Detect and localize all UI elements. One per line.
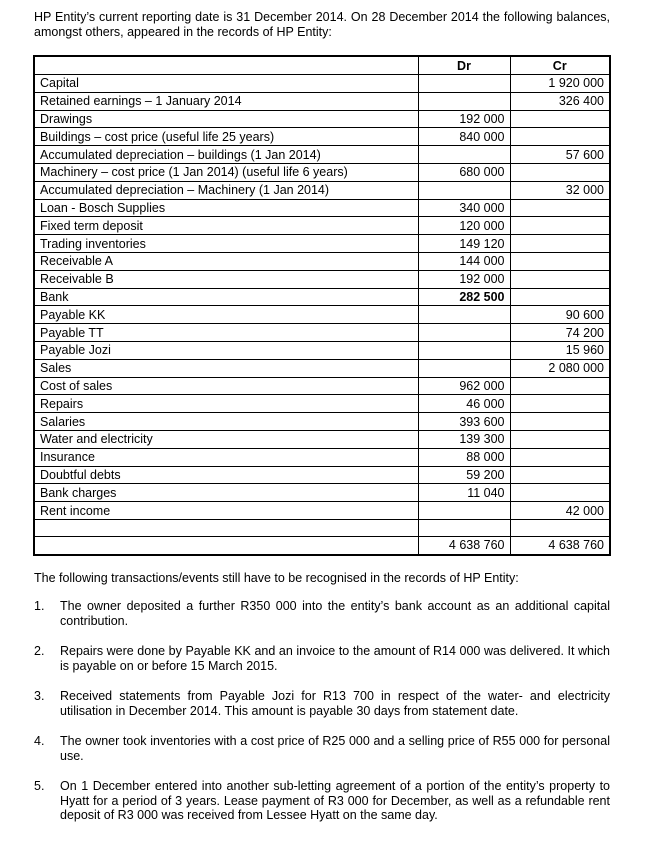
- row-dr: 88 000: [418, 448, 510, 466]
- row-cr: [510, 288, 610, 306]
- table-row: [34, 252, 610, 270]
- row-label: Trading inventories: [34, 235, 418, 253]
- total-dr: 4 638 760: [418, 536, 510, 554]
- item-text: The owner took inventories with a cost price of R25 000 and a selling price of R55 000 for personal use.: [60, 734, 610, 763]
- row-cr: [510, 252, 610, 270]
- row-label: Sales: [34, 359, 418, 377]
- table-row: [34, 395, 610, 413]
- table-row: [34, 413, 610, 431]
- table-row: [34, 146, 610, 164]
- row-cr: 32 000: [510, 181, 610, 199]
- row-dr: 120 000: [418, 217, 510, 235]
- item-number: 5.: [34, 779, 45, 793]
- row-dr: 282 500: [418, 288, 510, 306]
- row-cr: [510, 466, 610, 484]
- row-label: Accumulated depreciation – Machinery (1 Jan 2014): [34, 181, 418, 199]
- row-label: Payable Jozi: [34, 341, 418, 359]
- table-row: [34, 430, 610, 448]
- table-row: [34, 484, 610, 502]
- row-dr: 340 000: [418, 199, 510, 217]
- row-cr: 2 080 000: [510, 359, 610, 377]
- row-label: Bank: [34, 288, 418, 306]
- row-cr: [510, 128, 610, 146]
- row-dr: [418, 359, 510, 377]
- row-label: Payable TT: [34, 324, 418, 342]
- table-row: [34, 270, 610, 288]
- row-label: Fixed term deposit: [34, 217, 418, 235]
- row-cr: [510, 377, 610, 395]
- transactions-lead: The following transactions/events still have to be recognised in the records of HP Entity:: [34, 571, 519, 585]
- row-dr: 962 000: [418, 377, 510, 395]
- item-number: 1.: [34, 599, 45, 613]
- row-label: Receivable B: [34, 270, 418, 288]
- row-label: Bank charges: [34, 484, 418, 502]
- item-number: 4.: [34, 734, 45, 748]
- table-row: [34, 502, 610, 520]
- row-dr: [418, 92, 510, 110]
- empty-cell: [34, 519, 418, 536]
- item-text: Repairs were done by Payable KK and an invoice to the amount of R14 000 was delivered. It which is payable on or before 15 March 2015.: [60, 644, 610, 673]
- row-dr: [418, 75, 510, 93]
- totals-row: [34, 536, 610, 554]
- table-row: [34, 341, 610, 359]
- table-row: [34, 75, 610, 93]
- row-dr: 393 600: [418, 413, 510, 431]
- row-dr: 59 200: [418, 466, 510, 484]
- row-dr: [418, 502, 510, 520]
- row-cr: [510, 430, 610, 448]
- table-row: [34, 181, 610, 199]
- empty-row: [34, 519, 610, 536]
- row-label: Salaries: [34, 413, 418, 431]
- row-cr: [510, 199, 610, 217]
- row-label: Rent income: [34, 502, 418, 520]
- table-header-row: [34, 56, 610, 75]
- table-row: [34, 110, 610, 128]
- row-label: Capital: [34, 75, 418, 93]
- total-cr: 4 638 760: [510, 536, 610, 554]
- row-label: Loan - Bosch Supplies: [34, 199, 418, 217]
- row-label: Insurance: [34, 448, 418, 466]
- list-item: [34, 734, 610, 763]
- dr-header: Dr: [418, 56, 510, 75]
- cr-header: Cr: [510, 56, 610, 75]
- row-label: Water and electricity: [34, 430, 418, 448]
- row-cr: 42 000: [510, 502, 610, 520]
- item-text: The owner deposited a further R350 000 into the entity’s bank account as an additional capital contribution.: [60, 599, 610, 628]
- row-label: Retained earnings – 1 January 2014: [34, 92, 418, 110]
- row-dr: 144 000: [418, 252, 510, 270]
- row-dr: [418, 324, 510, 342]
- table-row: [34, 466, 610, 484]
- table-row: [34, 217, 610, 235]
- list-item: [34, 779, 610, 823]
- list-item: [34, 689, 610, 718]
- table-row: [34, 163, 610, 181]
- table-row: [34, 288, 610, 306]
- table-row: [34, 92, 610, 110]
- row-cr: [510, 235, 610, 253]
- row-cr: 57 600: [510, 146, 610, 164]
- table-row: [34, 377, 610, 395]
- row-label: Machinery – cost price (1 Jan 2014) (useful life 6 years): [34, 163, 418, 181]
- row-cr: [510, 163, 610, 181]
- item-number: 3.: [34, 689, 45, 703]
- row-label: Accumulated depreciation – buildings (1 Jan 2014): [34, 146, 418, 164]
- row-dr: 840 000: [418, 128, 510, 146]
- row-cr: [510, 110, 610, 128]
- row-cr: [510, 448, 610, 466]
- row-label: Payable KK: [34, 306, 418, 324]
- row-cr: [510, 395, 610, 413]
- item-text: Received statements from Payable Jozi for R13 700 in respect of the water- and electricity utilisation in December 2014. This amount is payable 30 days from statement date.: [60, 689, 610, 718]
- row-dr: 192 000: [418, 270, 510, 288]
- row-label: Repairs: [34, 395, 418, 413]
- row-dr: 139 300: [418, 430, 510, 448]
- table-row: [34, 359, 610, 377]
- description-header: [34, 56, 418, 75]
- row-dr: 46 000: [418, 395, 510, 413]
- table-row: [34, 306, 610, 324]
- row-dr: 192 000: [418, 110, 510, 128]
- row-dr: [418, 306, 510, 324]
- item-text: On 1 December entered into another sub-letting agreement of a portion of the entity’s property to Hyatt for a period of 3 years. Lease payment of R3 000 for December, as well as a refundable rent deposit of R3 000 was received from Lessee Hyatt on the same day.: [60, 779, 610, 822]
- list-item: [34, 599, 610, 628]
- row-cr: 74 200: [510, 324, 610, 342]
- row-cr: [510, 413, 610, 431]
- row-cr: [510, 484, 610, 502]
- row-cr: 90 600: [510, 306, 610, 324]
- empty-cell: [418, 519, 510, 536]
- intro-paragraph: HP Entity’s current reporting date is 31 December 2014. On 28 December 2014 the following balances, amongst others, appeared in the records of HP Entity:: [34, 10, 610, 39]
- row-label: Drawings: [34, 110, 418, 128]
- item-number: 2.: [34, 644, 45, 658]
- row-label: Receivable A: [34, 252, 418, 270]
- table-row: [34, 235, 610, 253]
- transactions-list: [34, 599, 610, 823]
- row-dr: 149 120: [418, 235, 510, 253]
- row-cr: [510, 270, 610, 288]
- row-label: Doubtful debts: [34, 466, 418, 484]
- row-dr: 11 040: [418, 484, 510, 502]
- row-label: Cost of sales: [34, 377, 418, 395]
- empty-cell: [510, 519, 610, 536]
- row-dr: 680 000: [418, 163, 510, 181]
- row-dr: [418, 341, 510, 359]
- row-cr: 15 960: [510, 341, 610, 359]
- row-dr: [418, 181, 510, 199]
- row-cr: 1 920 000: [510, 75, 610, 93]
- table-row: [34, 199, 610, 217]
- row-dr: [418, 146, 510, 164]
- totals-label: [34, 536, 418, 554]
- table-row: [34, 324, 610, 342]
- trial-balance-table: [33, 55, 611, 556]
- row-cr: 326 400: [510, 92, 610, 110]
- row-cr: [510, 217, 610, 235]
- row-label: Buildings – cost price (useful life 25 years): [34, 128, 418, 146]
- list-item: [34, 644, 610, 673]
- table-row: [34, 128, 610, 146]
- table-row: [34, 448, 610, 466]
